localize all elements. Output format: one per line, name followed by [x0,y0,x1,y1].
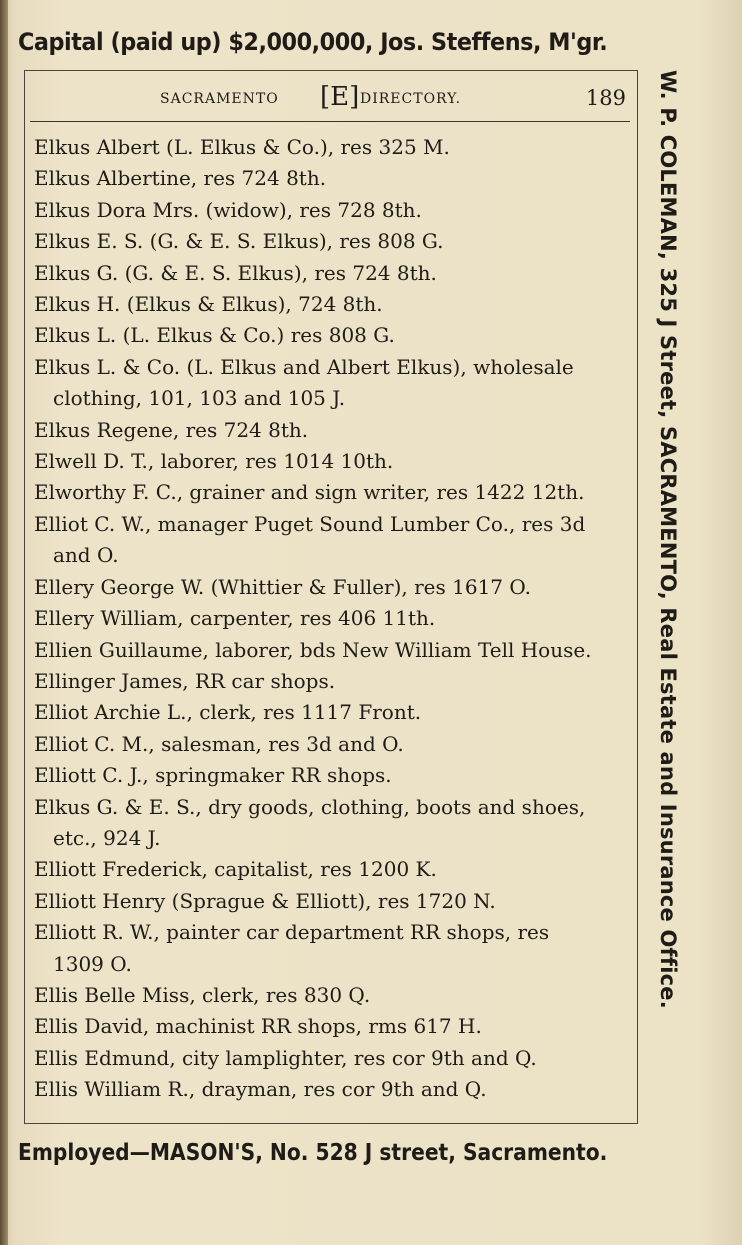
side-advertisement-text: W. P. COLEMAN, 325 J Street, SACRAMENTO, Real Estate and Insurance Office. [656,70,680,1009]
side-advertisement [650,70,686,1135]
directory-entry-continuation: clothing, 101, 103 and 105 J. [53,386,346,411]
directory-entry: Elkus Dora Mrs. (widow), res 728 8th. [34,197,422,222]
header-section-letter: [E] [320,82,360,112]
directory-entry: Elkus G. & E. S., dry goods, clothing, boots and shoes, [34,794,586,819]
header-city: SACRAMENTO [160,91,279,107]
directory-entry-continuation: 1309 O. [53,951,132,976]
directory-entry: Ellery George W. (Whittier & Fuller), res 1617 O. [34,574,531,599]
directory-entry: Elkus G. (G. & E. S. Elkus), res 724 8th. [34,260,437,285]
directory-entry: Ellis Belle Miss, clerk, res 830 Q. [34,982,371,1007]
directory-entry: Ellien Guillaume, laborer, bds New William Tell House. [34,637,592,662]
directory-entry: Elliot C. W., manager Puget Sound Lumber Co., res 3d [34,511,586,536]
directory-entry: Ellis Edmund, city lamplighter, res cor 9th and Q. [34,1045,537,1070]
directory-entry: Elkus Albert (L. Elkus & Co.), res 325 M. [34,135,450,159]
directory-entry: Elkus E. S. (G. & E. S. Elkus), res 808 G. [34,229,444,254]
directory-entry: Elwell D. T., laborer, res 1014 10th. [34,449,394,474]
directory-entry: Elliot Archie L., clerk, res 1117 Front. [34,700,422,725]
directory-entry: Elkus H. (Elkus & Elkus), 724 8th. [34,292,383,317]
directory-entry: Elkus Albertine, res 724 8th. [34,166,327,191]
directory-entry: Ellery William, carpenter, res 406 11th. [34,606,436,631]
directory-entry: Elliott R. W., painter car department RR shops, res [34,920,550,945]
directory-entry: Elliott Frederick, capitalist, res 1200 K. [34,857,437,882]
directory-entry-continuation: etc., 924 J. [53,825,161,850]
directory-entry: Ellis William R., drayman, res cor 9th and Q. [34,1077,487,1102]
directory-entry: Elkus L. (L. Elkus & Co.) res 808 G. [34,323,395,348]
header-directory-word: DIRECTORY. [360,91,462,107]
top-advertisement: Capital (paid up) $2,000,000, Jos. Steffens, M'gr. [18,28,608,56]
directory-entry: Elliott Henry (Sprague & Elliott), res 1720 N. [34,888,496,913]
directory-entry: Elliot C. M., salesman, res 3d and O. [34,731,404,756]
directory-entry: Elliott C. J., springmaker RR shops. [34,763,392,788]
bottom-advertisement: Employed—MASON'S, No. 528 J street, Sacramento. [18,1140,608,1166]
header-rule [30,121,630,122]
page-number: 189 [585,86,626,110]
running-header [30,82,630,114]
directory-entry: Elworthy F. C., grainer and sign writer, res 1422 12th. [34,480,585,505]
directory-entry-list [34,132,630,1106]
directory-entry: Ellis David, machinist RR shops, rms 617 H. [34,1014,482,1039]
book-spine-shadow [0,0,8,1245]
directory-entry: Ellinger James, RR car shops. [34,668,336,693]
directory-entry: Elkus Regene, res 724 8th. [34,417,309,442]
directory-entry: Elkus L. & Co. (L. Elkus and Albert Elkus), wholesale [34,354,574,379]
directory-entry-continuation: and O. [53,543,119,568]
